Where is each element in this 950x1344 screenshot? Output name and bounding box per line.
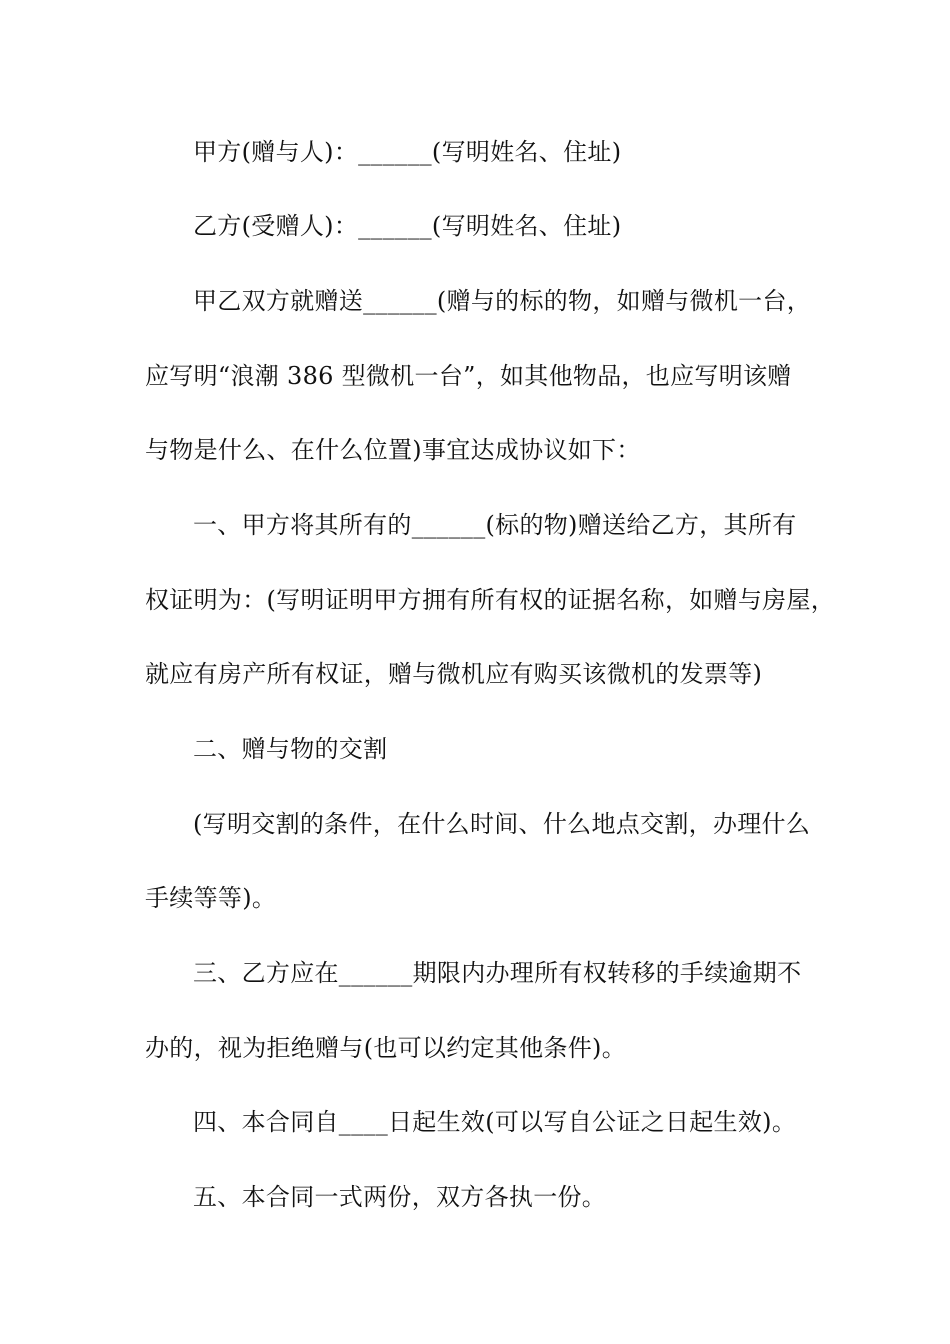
gift-intro-line-3: 与物是什么、在什么位置)事宜达成协议如下： — [145, 436, 641, 464]
clause-1-line-2: 权证明为：(写明证明甲方拥有所有权的证据名称，如赠与房屋， — [145, 586, 836, 614]
clause-4-line: 四、本合同自____日起生效(可以写自公证之日起生效)。 — [193, 1108, 797, 1136]
clause-5-line: 五、本合同一式两份，双方各执一份。 — [193, 1183, 607, 1211]
clause-3-line-2: 办的，视为拒绝赠与(也可以约定其他条件)。 — [145, 1034, 627, 1062]
clause-1-line-3: 就应有房产所有权证，赠与微机应有购买该微机的发票等) — [145, 660, 763, 688]
clause-3-line-1: 三、乙方应在______期限内办理所有权转移的手续逾期不 — [193, 959, 802, 987]
party-b-line: 乙方(受赠人)：______(写明姓名、住址) — [193, 212, 622, 240]
gift-intro-line-1: 甲乙双方就赠送______(赠与的标的物，如赠与微机一台， — [193, 287, 812, 315]
clause-2-line-2: 手续等等)。 — [145, 884, 277, 912]
party-a-line: 甲方(赠与人)：______(写明姓名、住址) — [193, 138, 622, 166]
gift-intro-line-2: 应写明“浪潮 386 型微机一台”，如其他物品，也应写明该赠 — [145, 362, 792, 390]
clause-2-heading: 二、赠与物的交割 — [193, 735, 388, 763]
clause-2-line-1: (写明交割的条件，在什么时间、什么地点交割，办理什么 — [193, 810, 811, 838]
clause-1-line-1: 一、甲方将其所有的______(标的物)赠送给乙方，其所有 — [193, 511, 797, 539]
